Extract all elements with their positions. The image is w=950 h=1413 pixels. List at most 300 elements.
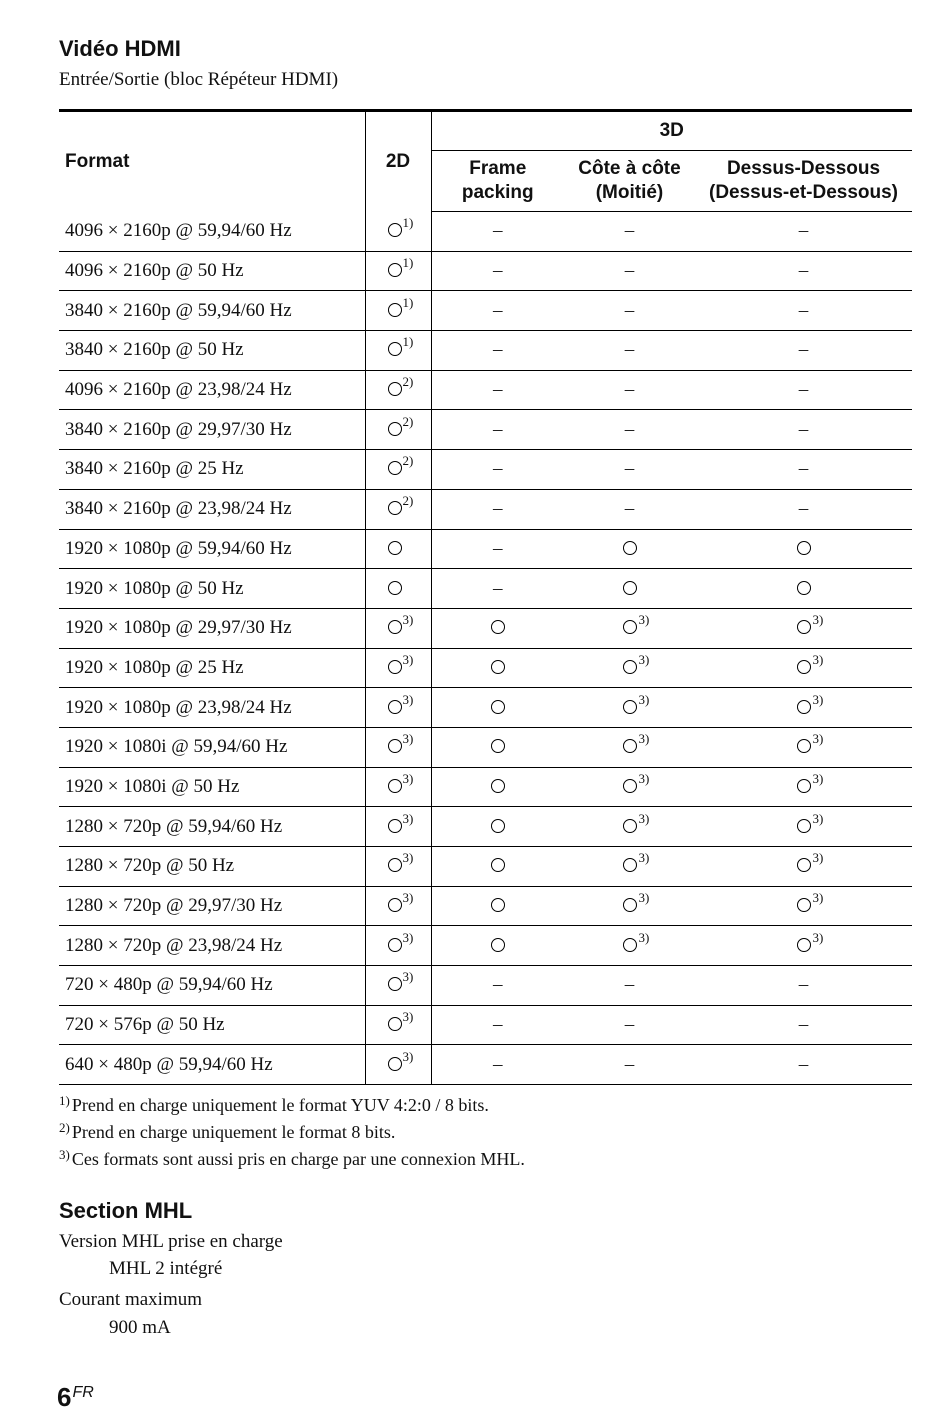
- format-cell: 1920 × 1080i @ 59,94/60 Hz: [59, 727, 365, 767]
- support-mark: [388, 374, 414, 396]
- circle-icon: [797, 779, 811, 793]
- support-mark: [623, 651, 650, 674]
- table-row: [59, 212, 912, 252]
- support-mark: [493, 379, 503, 401]
- footnote-ref: 3): [402, 770, 414, 786]
- cell-top-bottom: [695, 807, 912, 847]
- cell-frame-packing: [431, 569, 564, 609]
- cell-side-by-side: [564, 1005, 695, 1045]
- cell-frame-packing: [431, 331, 564, 371]
- cell-frame-packing: [431, 648, 564, 688]
- cell-2d: [365, 648, 431, 688]
- footnote-ref: 3): [812, 929, 824, 945]
- max-current-label: Courant maximum: [59, 1289, 203, 1310]
- circle-icon: [388, 898, 402, 912]
- support-mark: [799, 379, 809, 401]
- dash-mark: –: [798, 974, 809, 996]
- circle-icon: [388, 581, 402, 595]
- support-mark: [625, 419, 635, 441]
- footnote-ref: 2): [402, 374, 414, 390]
- format-cell: 720 × 576p @ 50 Hz: [59, 1005, 365, 1045]
- circle-icon: [388, 461, 402, 475]
- support-mark: [623, 890, 650, 912]
- cell-2d: [365, 807, 431, 847]
- cell-2d: [365, 926, 431, 966]
- dash-mark: –: [493, 537, 503, 559]
- header-top-bottom-line1: Dessus-Dessous: [726, 158, 881, 179]
- table-row: [59, 966, 912, 1006]
- cell-side-by-side: [564, 767, 695, 807]
- circle-icon: [623, 819, 637, 833]
- header-side-by-side-line2: (Moitié): [595, 182, 664, 203]
- circle-icon: [388, 382, 402, 396]
- support-mark: [625, 379, 635, 401]
- cell-2d: [365, 886, 431, 926]
- footnote-1: [59, 1093, 525, 1120]
- footnote-ref: 3): [812, 612, 824, 628]
- cell-frame-packing: [431, 926, 564, 966]
- cell-side-by-side: [564, 450, 695, 490]
- footnote-ref: 3): [638, 770, 650, 786]
- support-mark: [625, 220, 635, 242]
- support-mark: [491, 934, 505, 952]
- table-row: [59, 608, 912, 648]
- circle-icon: [623, 620, 637, 634]
- cell-frame-packing: [431, 410, 564, 450]
- format-cell: 3840 × 2160p @ 23,98/24 Hz: [59, 489, 365, 529]
- cell-2d: [365, 966, 431, 1006]
- footnote-marker: 2): [59, 1120, 70, 1135]
- support-mark: [388, 651, 414, 674]
- circle-icon: [388, 977, 402, 991]
- dash-mark: –: [624, 458, 635, 480]
- dash-mark: –: [798, 418, 809, 440]
- cell-frame-packing: [431, 767, 564, 807]
- support-mark: [388, 850, 414, 872]
- table-row: [59, 370, 912, 410]
- circle-icon: [623, 660, 637, 674]
- header-side-by-side: [564, 151, 695, 212]
- max-current-value: 900 mA: [109, 1317, 171, 1338]
- support-mark: [493, 300, 503, 322]
- circle-icon: [491, 779, 505, 793]
- footnote-ref: 2): [402, 413, 414, 429]
- cell-frame-packing: [431, 1005, 564, 1045]
- format-cell: 1920 × 1080p @ 25 Hz: [59, 648, 365, 688]
- dash-mark: –: [624, 339, 635, 361]
- cell-side-by-side: [564, 648, 695, 688]
- support-mark: [493, 538, 503, 560]
- support-mark: [797, 850, 824, 872]
- cell-top-bottom: [695, 1005, 912, 1045]
- cell-side-by-side: [564, 847, 695, 887]
- cell-top-bottom: [695, 489, 912, 529]
- cell-side-by-side: [564, 807, 695, 847]
- cell-frame-packing: [431, 529, 564, 569]
- circle-icon: [491, 660, 505, 674]
- format-cell: 1920 × 1080p @ 23,98/24 Hz: [59, 688, 365, 728]
- dash-mark: –: [624, 220, 635, 242]
- cell-top-bottom: [695, 608, 912, 648]
- cell-frame-packing: [431, 489, 564, 529]
- circle-icon: [491, 898, 505, 912]
- cell-2d: [365, 410, 431, 450]
- support-mark: [623, 691, 650, 714]
- support-mark: [388, 890, 414, 912]
- cell-top-bottom: [695, 1045, 912, 1085]
- mhl-version-label: Version MHL prise en charge: [59, 1231, 283, 1252]
- cell-2d: [365, 767, 431, 807]
- dash-mark: –: [493, 458, 503, 480]
- dash-mark: –: [493, 339, 503, 361]
- hdmi-format-table: [59, 109, 912, 1085]
- support-mark: [799, 260, 809, 282]
- format-cell: 1280 × 720p @ 29,97/30 Hz: [59, 886, 365, 926]
- cell-top-bottom: [695, 410, 912, 450]
- format-cell: 4096 × 2160p @ 23,98/24 Hz: [59, 370, 365, 410]
- cell-side-by-side: [564, 727, 695, 767]
- dash-mark: –: [798, 1053, 809, 1075]
- format-cell: 1920 × 1080p @ 29,97/30 Hz: [59, 608, 365, 648]
- dash-mark: –: [493, 299, 503, 321]
- cell-frame-packing: [431, 688, 564, 728]
- dash-mark: –: [624, 1053, 635, 1075]
- support-mark: [388, 929, 414, 952]
- footnote-ref: 3): [812, 770, 824, 786]
- table-row: [59, 251, 912, 291]
- circle-icon: [623, 541, 637, 555]
- support-mark: [797, 577, 811, 595]
- circle-icon: [388, 700, 402, 714]
- support-mark: [388, 577, 402, 595]
- footnote-ref: 3): [638, 929, 650, 945]
- support-mark: [797, 691, 824, 714]
- cell-2d: [365, 529, 431, 569]
- support-mark: [493, 1054, 503, 1076]
- footnote-ref: 3): [402, 929, 414, 945]
- header-frame-packing-line2: packing: [461, 182, 534, 203]
- cell-2d: [365, 1005, 431, 1045]
- support-mark: [388, 969, 414, 991]
- cell-side-by-side: [564, 886, 695, 926]
- support-mark: [799, 1054, 809, 1076]
- circle-icon: [623, 779, 637, 793]
- cell-side-by-side: [564, 410, 695, 450]
- cell-2d: [365, 331, 431, 371]
- footnote-ref: 3): [638, 691, 650, 707]
- format-cell: 720 × 480p @ 59,94/60 Hz: [59, 966, 365, 1006]
- cell-side-by-side: [564, 608, 695, 648]
- circle-icon: [623, 898, 637, 912]
- circle-icon: [388, 501, 402, 515]
- table-row: [59, 767, 912, 807]
- cell-side-by-side: [564, 291, 695, 331]
- footnote-ref: 1): [402, 334, 414, 350]
- support-mark: [493, 1014, 503, 1036]
- circle-icon: [491, 700, 505, 714]
- circle-icon: [797, 541, 811, 555]
- cell-top-bottom: [695, 370, 912, 410]
- format-cell: 4096 × 2160p @ 50 Hz: [59, 251, 365, 291]
- dash-mark: –: [493, 1014, 503, 1036]
- footnote-ref: 3): [638, 651, 650, 667]
- table-row: [59, 847, 912, 887]
- cell-2d: [365, 1045, 431, 1085]
- table-body: [59, 212, 912, 1085]
- support-mark: [493, 220, 503, 242]
- circle-icon: [623, 581, 637, 595]
- table-row: [59, 926, 912, 966]
- format-cell: 3840 × 2160p @ 29,97/30 Hz: [59, 410, 365, 450]
- circle-icon: [388, 858, 402, 872]
- cell-frame-packing: [431, 807, 564, 847]
- circle-icon: [388, 739, 402, 753]
- support-mark: [799, 458, 809, 480]
- support-mark: [625, 458, 635, 480]
- cell-side-by-side: [564, 1045, 695, 1085]
- table-row: [59, 807, 912, 847]
- format-cell: 1280 × 720p @ 23,98/24 Hz: [59, 926, 365, 966]
- support-mark: [625, 498, 635, 520]
- cell-side-by-side: [564, 688, 695, 728]
- support-mark: [799, 1014, 809, 1036]
- footnote-marker: 1): [59, 1093, 70, 1108]
- header-frame-packing-line1: Frame: [469, 158, 527, 179]
- support-mark: [799, 498, 809, 520]
- footnote-ref: 3): [812, 731, 824, 747]
- circle-icon: [491, 739, 505, 753]
- format-cell: 1920 × 1080p @ 59,94/60 Hz: [59, 529, 365, 569]
- cell-side-by-side: [564, 370, 695, 410]
- format-cell: 1920 × 1080i @ 50 Hz: [59, 767, 365, 807]
- dash-mark: –: [624, 260, 635, 282]
- format-cell: 4096 × 2160p @ 59,94/60 Hz: [59, 212, 365, 252]
- dash-mark: –: [493, 220, 503, 242]
- support-mark: [388, 413, 414, 436]
- cell-top-bottom: [695, 727, 912, 767]
- support-mark: [797, 651, 824, 674]
- support-mark: [623, 929, 650, 952]
- support-mark: [623, 577, 637, 595]
- table-row: [59, 331, 912, 371]
- cell-frame-packing: [431, 886, 564, 926]
- support-mark: [625, 1054, 635, 1076]
- footnote-ref: 3): [402, 1048, 414, 1064]
- support-mark: [797, 929, 824, 952]
- mhl-version-value: MHL 2 intégré: [109, 1258, 223, 1279]
- format-cell: 1920 × 1080p @ 50 Hz: [59, 569, 365, 609]
- cell-frame-packing: [431, 1045, 564, 1085]
- footnote-ref: 3): [402, 850, 414, 866]
- circle-icon: [797, 620, 811, 634]
- dash-mark: –: [798, 220, 809, 242]
- support-mark: [493, 419, 503, 441]
- footnote-ref: 2): [402, 493, 414, 509]
- footnote-text: Prend en charge uniquement le format YUV 4:2:0 / 8 bits.: [71, 1095, 489, 1115]
- cell-top-bottom: [695, 529, 912, 569]
- support-mark: [623, 537, 637, 555]
- dash-mark: –: [493, 1053, 503, 1075]
- dash-mark: –: [493, 418, 503, 440]
- cell-side-by-side: [564, 489, 695, 529]
- cell-frame-packing: [431, 608, 564, 648]
- format-cell: 640 × 480p @ 59,94/60 Hz: [59, 1045, 365, 1085]
- dash-mark: –: [624, 1014, 635, 1036]
- support-mark: [797, 770, 824, 793]
- table-row: [59, 569, 912, 609]
- section-subtitle: Entrée/Sortie (bloc Répéteur HDMI): [59, 69, 339, 90]
- footnote-text: Prend en charge uniquement le format 8 bits.: [71, 1122, 396, 1142]
- format-cell: 3840 × 2160p @ 59,94/60 Hz: [59, 291, 365, 331]
- support-mark: [797, 731, 824, 753]
- page-language-suffix: FR: [72, 1384, 94, 1401]
- cell-top-bottom: [695, 291, 912, 331]
- circle-icon: [797, 819, 811, 833]
- circle-icon: [623, 858, 637, 872]
- table-row: [59, 489, 912, 529]
- circle-icon: [491, 938, 505, 952]
- footnotes: [59, 1093, 525, 1174]
- circle-icon: [388, 779, 402, 793]
- support-mark: [491, 656, 505, 674]
- footnote-ref: 3): [402, 651, 414, 667]
- cell-frame-packing: [431, 727, 564, 767]
- support-mark: [491, 696, 505, 714]
- footnote-ref: 2): [402, 453, 414, 469]
- support-mark: [799, 300, 809, 322]
- cell-2d: [365, 291, 431, 331]
- cell-top-bottom: [695, 331, 912, 371]
- footnote-ref: 3): [402, 612, 414, 628]
- circle-icon: [797, 700, 811, 714]
- dash-mark: –: [624, 379, 635, 401]
- dash-mark: –: [493, 974, 503, 996]
- page-number-digit: 6: [57, 1382, 72, 1412]
- format-cell: 1280 × 720p @ 50 Hz: [59, 847, 365, 887]
- cell-frame-packing: [431, 251, 564, 291]
- cell-frame-packing: [431, 370, 564, 410]
- support-mark: [493, 578, 503, 600]
- circle-icon: [797, 660, 811, 674]
- cell-frame-packing: [431, 847, 564, 887]
- cell-2d: [365, 370, 431, 410]
- header-side-by-side-line1: Côte à côte: [578, 158, 681, 179]
- cell-top-bottom: [695, 847, 912, 887]
- footnote-marker: 3): [59, 1147, 70, 1162]
- dash-mark: –: [493, 498, 503, 520]
- circle-icon: [797, 739, 811, 753]
- section-title: Vidéo HDMI: [59, 36, 181, 61]
- support-mark: [491, 894, 505, 912]
- footnote-2: [59, 1120, 525, 1147]
- dash-mark: –: [624, 498, 635, 520]
- cell-top-bottom: [695, 212, 912, 252]
- footnote-ref: 3): [638, 612, 650, 628]
- cell-frame-packing: [431, 212, 564, 252]
- footnote-ref: 3): [638, 810, 650, 826]
- footnote-ref: 3): [402, 1009, 414, 1025]
- support-mark: [388, 1009, 414, 1031]
- support-mark: [388, 215, 414, 237]
- footnote-ref: 3): [402, 731, 414, 747]
- support-mark: [623, 731, 650, 753]
- support-mark: [625, 300, 635, 322]
- page-number: [57, 1382, 94, 1413]
- support-mark: [493, 498, 503, 520]
- cell-side-by-side: [564, 212, 695, 252]
- support-mark: [388, 334, 414, 356]
- header-2d: 2D: [365, 111, 431, 212]
- circle-icon: [797, 898, 811, 912]
- table-row: [59, 688, 912, 728]
- table-row: [59, 410, 912, 450]
- header-frame-packing: [431, 151, 564, 212]
- support-mark: [625, 339, 635, 361]
- cell-top-bottom: [695, 450, 912, 490]
- format-cell: 1280 × 720p @ 59,94/60 Hz: [59, 807, 365, 847]
- dash-mark: –: [624, 974, 635, 996]
- support-mark: [797, 810, 824, 833]
- circle-icon: [388, 422, 402, 436]
- support-mark: [388, 1048, 414, 1071]
- cell-2d: [365, 212, 431, 252]
- dash-mark: –: [624, 418, 635, 440]
- support-mark: [491, 775, 505, 793]
- cell-2d: [365, 450, 431, 490]
- support-mark: [797, 537, 811, 555]
- cell-top-bottom: [695, 251, 912, 291]
- cell-top-bottom: [695, 767, 912, 807]
- dash-mark: –: [493, 577, 503, 599]
- footnote-ref: 3): [402, 969, 414, 985]
- footnote-ref: 3): [638, 850, 650, 866]
- table-row: [59, 886, 912, 926]
- cell-2d: [365, 251, 431, 291]
- dash-mark: –: [798, 458, 809, 480]
- support-mark: [799, 419, 809, 441]
- support-mark: [623, 770, 650, 793]
- support-mark: [491, 616, 505, 634]
- support-mark: [623, 850, 650, 872]
- circle-icon: [388, 342, 402, 356]
- circle-icon: [623, 938, 637, 952]
- support-mark: [493, 260, 503, 282]
- dash-mark: –: [798, 1014, 809, 1036]
- cell-side-by-side: [564, 966, 695, 1006]
- table-row: [59, 727, 912, 767]
- footnote-ref: 3): [402, 691, 414, 707]
- dash-mark: –: [493, 379, 503, 401]
- dash-mark: –: [798, 299, 809, 321]
- cell-top-bottom: [695, 926, 912, 966]
- support-mark: [388, 294, 414, 317]
- support-mark: [388, 810, 414, 833]
- circle-icon: [388, 1017, 402, 1031]
- circle-icon: [388, 303, 402, 317]
- support-mark: [625, 1014, 635, 1036]
- footnote-ref: 3): [812, 691, 824, 707]
- circle-icon: [623, 700, 637, 714]
- support-mark: [799, 339, 809, 361]
- dash-mark: –: [798, 379, 809, 401]
- circle-icon: [491, 819, 505, 833]
- circle-icon: [388, 620, 402, 634]
- footnote-ref: 3): [638, 890, 650, 906]
- cell-2d: [365, 688, 431, 728]
- cell-side-by-side: [564, 569, 695, 609]
- circle-icon: [388, 263, 402, 277]
- support-mark: [623, 810, 650, 833]
